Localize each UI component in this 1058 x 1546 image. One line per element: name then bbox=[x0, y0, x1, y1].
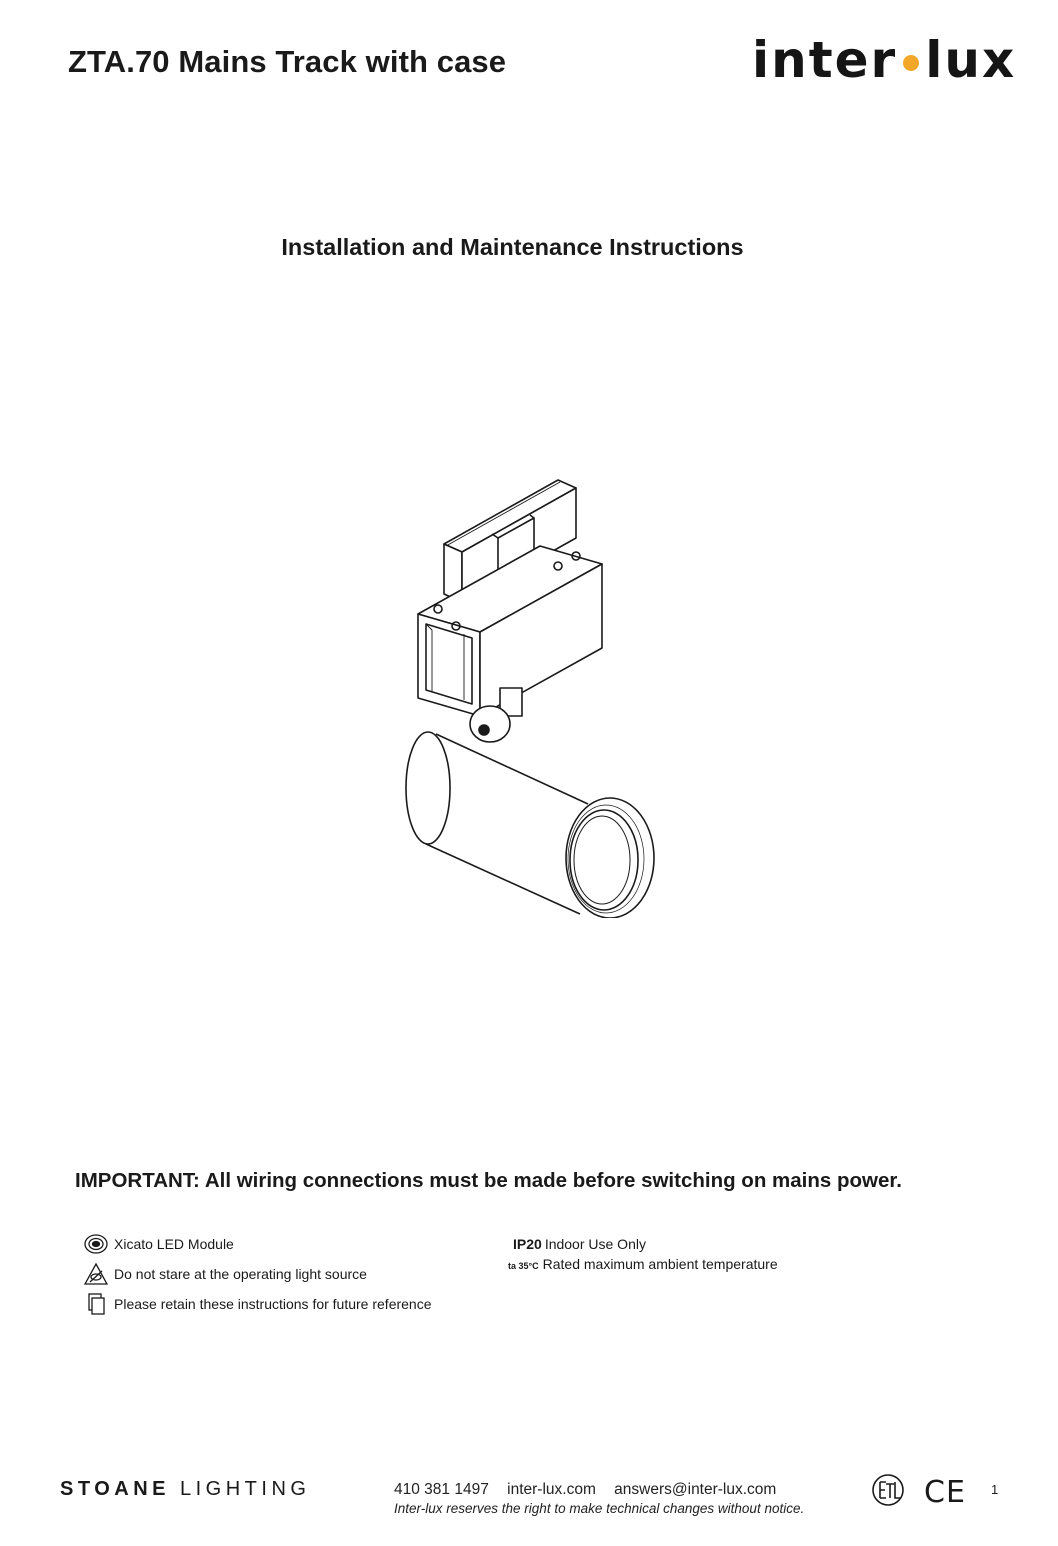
contact-email[interactable]: answers@inter-lux.com bbox=[614, 1481, 777, 1498]
symbol-retain-label: Please retain these instructions for future reference bbox=[114, 1296, 432, 1312]
track-spotlight-drawing-icon bbox=[380, 468, 670, 918]
ce-mark: CE bbox=[924, 1475, 966, 1510]
symbol-ambient-temperature bbox=[508, 1256, 778, 1272]
ta-code: ta 35°C bbox=[508, 1261, 539, 1271]
certification-marks bbox=[870, 1473, 966, 1512]
symbol-stare-label: Do not stare at the operating light source bbox=[114, 1266, 367, 1282]
ip-label: Indoor Use Only bbox=[544, 1236, 646, 1252]
product-drawing bbox=[380, 468, 670, 923]
inter-lux-logo bbox=[752, 30, 1016, 90]
logo-text-left: inter bbox=[752, 31, 898, 89]
ip-code: IP20 bbox=[513, 1236, 542, 1252]
logo-dot bbox=[903, 55, 919, 71]
brand-bold: STOANE bbox=[60, 1478, 170, 1500]
page-number: 1 bbox=[991, 1482, 999, 1497]
contact-line bbox=[394, 1481, 790, 1499]
symbol-led-label: Xicato LED Module bbox=[114, 1236, 234, 1252]
stoane-lighting-brand bbox=[60, 1478, 310, 1501]
ta-label: Rated maximum ambient temperature bbox=[542, 1256, 778, 1272]
logo-text-right: lux bbox=[925, 31, 1017, 89]
disclaimer: Inter-lux reserves the right to make technical changes without notice. bbox=[394, 1501, 805, 1516]
document-subtitle: Installation and Maintenance Instructions bbox=[281, 234, 744, 260]
led-module-icon bbox=[84, 1232, 108, 1256]
symbol-retain-instructions bbox=[84, 1292, 432, 1316]
document-icon bbox=[84, 1292, 108, 1316]
brand-light: LIGHTING bbox=[179, 1478, 311, 1500]
etl-listed-icon bbox=[870, 1473, 906, 1512]
symbol-led-module bbox=[84, 1232, 234, 1256]
contact-website[interactable]: inter-lux.com bbox=[507, 1481, 596, 1498]
page-title: ZTA.70 Mains Track with case bbox=[68, 44, 507, 79]
warning-stare-icon bbox=[84, 1262, 108, 1286]
important-warning: IMPORTANT: All wiring connections must be made before switching on mains power. bbox=[75, 1169, 902, 1192]
contact-phone[interactable]: 410 381 1497 bbox=[394, 1481, 489, 1498]
symbol-ip-rating bbox=[513, 1236, 646, 1252]
symbol-do-not-stare bbox=[84, 1262, 367, 1286]
